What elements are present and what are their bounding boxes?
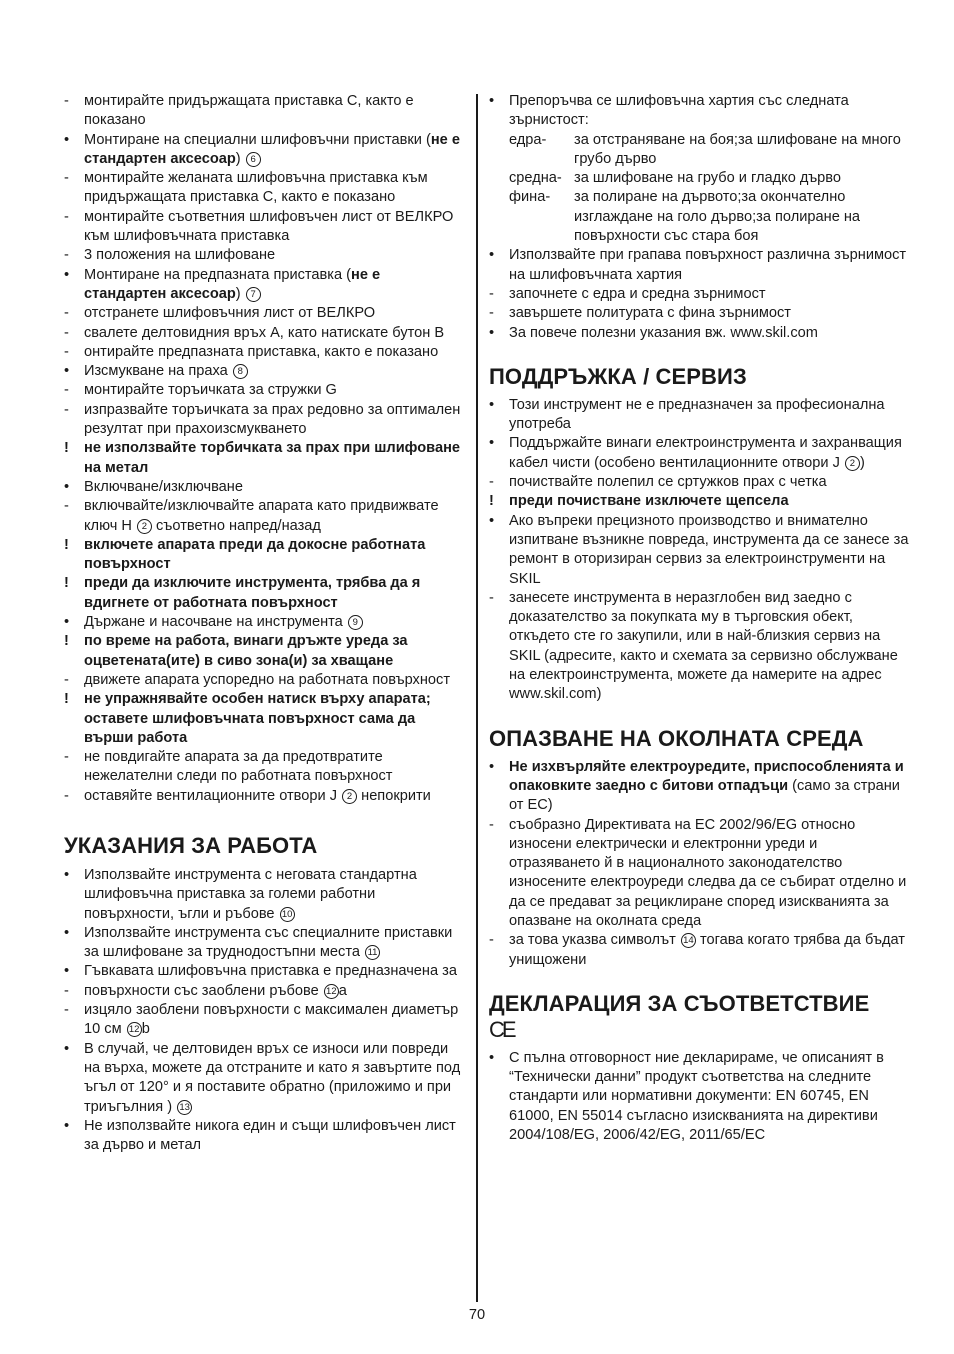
list-item: • Този инструмент не е предназначен за професионална употреба [489,396,885,433]
grit-term: средна- [509,170,562,187]
list-item: - монтирайте придържащата приставка С, както е показано [64,93,414,129]
ce-mark-icon: CE [489,1016,514,1042]
warning-item: ! не използвайте торбичката за прах при шлифоване на метал [64,440,460,476]
warning-item: ! преди почистване изключете щепсела [489,493,789,510]
list-subitem: - изцяло заоблени повърхности с максимален диаметър 10 см 12 b [64,1002,459,1038]
list-subitem: - съобразно Директивата на ЕС 2002/96/EG относно износени електрически и електронни уреди и отразяването й в националното законодателство износените електроуреди следва да се събират отделно и да се предават за рециклиране според изискванията за опазване на околната среда [489,816,907,929]
list-item: • С пълна отговорност ние декларираме, че описаният в “Технически данни” продукт съответства на следните стандарти или нормативни документи: EN 60745, EN 61000, EN 55014 съгласно изискванията на директиви 2004/108/EG, 2006/42/EG, 2011/65/EC [489,1049,884,1144]
list-subitem: - почиствайте полепил се сртужков прах с четка [489,474,827,491]
list-subitem: - монтирайте съответния шлифовъчен лист от ВЕЛКРО към шлифовъчната приставка [64,208,454,245]
list-subitem: - свалете делтовидния връх А, като натискате бутон В [64,324,445,341]
figure-reference: 12 [324,984,339,999]
section-heading-declaration: ДЕКЛАРАЦИЯ ЗА СЪОТВЕТСТВИЕ CE [489,990,870,1042]
list-item: • Използвайте при грапава повърхност различна зърнимост на шлифовъчната хартия [489,247,907,283]
list-subitem: - включвайте/изключвайте апарата като придвижвате ключ Н 2 съответно напред/назад [64,498,439,534]
warning-item: ! преди да изключите инструмента, трябва да я вдигнете от работната повърхност [64,575,421,611]
figure-reference: 11 [365,945,380,960]
list-item-holding: • Държане и насочване на инструмента 9 [64,613,464,632]
list-item-special-pads: • Монтиране на специални шлифовъчни приставки (не е стандартен аксесоар) 6 [64,131,460,167]
figure-reference: 9 [348,615,363,630]
list-subitem: - повърхности със заоблени ръбове 12 a [64,982,347,999]
list-subitem: - започнете с едра и средна зърнимост [489,285,766,302]
list-subitem: - 3 положения на шлифоване [64,247,276,264]
list-item: • Не използвайте никога един и същи шлифовъчен лист за дърво и метал [64,1117,456,1154]
section-heading-tips: УКАЗАНИЯ ЗА РАБОТА [64,832,318,858]
list-subitem: - завършете политурата с фина зърнимост [489,305,791,322]
list-subitem: - не повдигайте апарата за да предотвратите нежелателни следи по работната повърхност [64,749,393,785]
warning-item: ! не упражнявайте особен натиск върху апарата; оставете шлифовъчната повърхност сама да върши работа [64,691,431,746]
figure-reference: 10 [280,907,295,922]
grit-row [489,169,909,188]
figure-reference: 13 [177,1100,192,1115]
grit-row [489,131,909,170]
list-item: • Гъвкавата шлифовъчна приставка е предназначена за [64,963,457,980]
figure-reference: 2 [137,519,152,534]
warning-item: ! по време на работа, винаги дръжте уреда за оцветената(ите) в сиво зона(и) за хващане [64,633,408,669]
list-item: • В случай, че делтовиден връх се износи или повреди на върха, можете да отстраните и като я завъртите под ъгъл от 120° и я поставите обратно (приложимо и при триъгълния ) 13 [64,1040,461,1115]
list-subitem: - за това указва символът 14 тогава когато трябва да бъдат унищожени [489,932,905,968]
list-item: • Използвайте инструмента с неговата стандартна шлифовъчна приставка за големи работни повърхности, ъгли и ръбове 10 [64,866,417,922]
grit-row [489,188,909,246]
figure-reference: 2 [342,789,357,804]
warning-item: ! включете апарата преди да докосне работната повърхност [64,536,426,573]
list-subitem: - отстранете шлифовъчния лист от ВЕЛКРО [64,305,376,322]
list-item: • Ако въпреки прецизното производство и внимателно изпитване възникне повреда, инструмента да се занесе за ремонт в оторизиран сервиз за електроинструменти на SKIL [489,512,909,587]
grit-description: за шлифоване на грубо и гладко дърво [574,170,842,187]
figure-reference: 8 [233,364,248,379]
list-subitem: - онтирайте предпазната приставка, както е показано [64,343,439,360]
list-item-guard: • Монтиране на предпазната приставка (не е стандартен аксесоар) 7 [64,266,381,302]
section-heading-environment: ОПАЗВАНЕ НА ОКОЛНАТА СРЕДА [489,725,864,751]
list-subitem: - монтирайте торъичката за стружки G [64,382,337,399]
section-heading-service: ПОДДРЪЖКА / СЕРВИЗ [489,363,747,389]
list-subitem: - монтирайте желаната шлифовъчна приставка към придържащата приставка С, както е показано [64,170,428,206]
bullet-marker: • [64,131,70,148]
grit-term: едра- [509,131,547,148]
list-item: • Използвайте инструмента със специалните приставки за шлифоване за труднодостъпни места 11 [64,924,453,961]
list-item-switch: • Включване/изключване [64,478,243,495]
list-item: • За повече полезни указания вж. www.skil.com [489,324,818,341]
list-subitem: - занесете инструмента в неразглобен вид заедно с доказателство за покупката му в търговския обект, откъдето сте го закупили, или в най-близкия сервиз на SKIL (адресите, както и схемата за сервизно обслужване на електроинструмента, можете да намерите на адрес www.skil.com) [489,589,898,703]
list-item: • Поддържайте винаги електроинструмента и захранващия кабел чисти (особено вентилационните отвори J 2 ) [489,435,902,471]
list-subitem: - оставяйте вентилационните отвори J 2 непокрити [64,787,431,804]
right-column [489,92,909,1145]
figure-reference: 12 [127,1022,142,1037]
column-divider [476,94,478,1302]
list-item-grit: • Препоръчва се шлифовъчна хартия със следната зърнистост: [489,93,849,129]
figure-reference: 7 [246,287,261,302]
list-subitem: - изпразвайте торъичката за прах редовно за оптимален резултат при прахоизсмукването [64,401,461,438]
figure-reference: 6 [246,152,261,167]
grit-description: за полиране на дървото;за окончателно изглаждане на голо дърво;за полиране на повърхности със стара боя [574,189,861,245]
page-number: 70 [468,1307,486,1323]
left-column [64,92,464,1155]
grit-term: фина- [509,189,551,206]
list-item-dust: • Изсмукване на праха 8 [64,362,464,381]
figure-reference: 2 [845,456,860,471]
dash-marker: - [64,93,69,109]
list-item: • Не изхвърляйте електроуредите, приспособленията и опаковките заедно с битови отпадъци (само за страни от ЕС) [489,758,904,814]
figure-reference: 14 [681,933,696,948]
grit-description: за отстраняване на боя;за шлифоване на много грубо дърво [574,131,901,167]
list-subitem: - движете апарата успоредно на работната повърхност [64,671,451,688]
